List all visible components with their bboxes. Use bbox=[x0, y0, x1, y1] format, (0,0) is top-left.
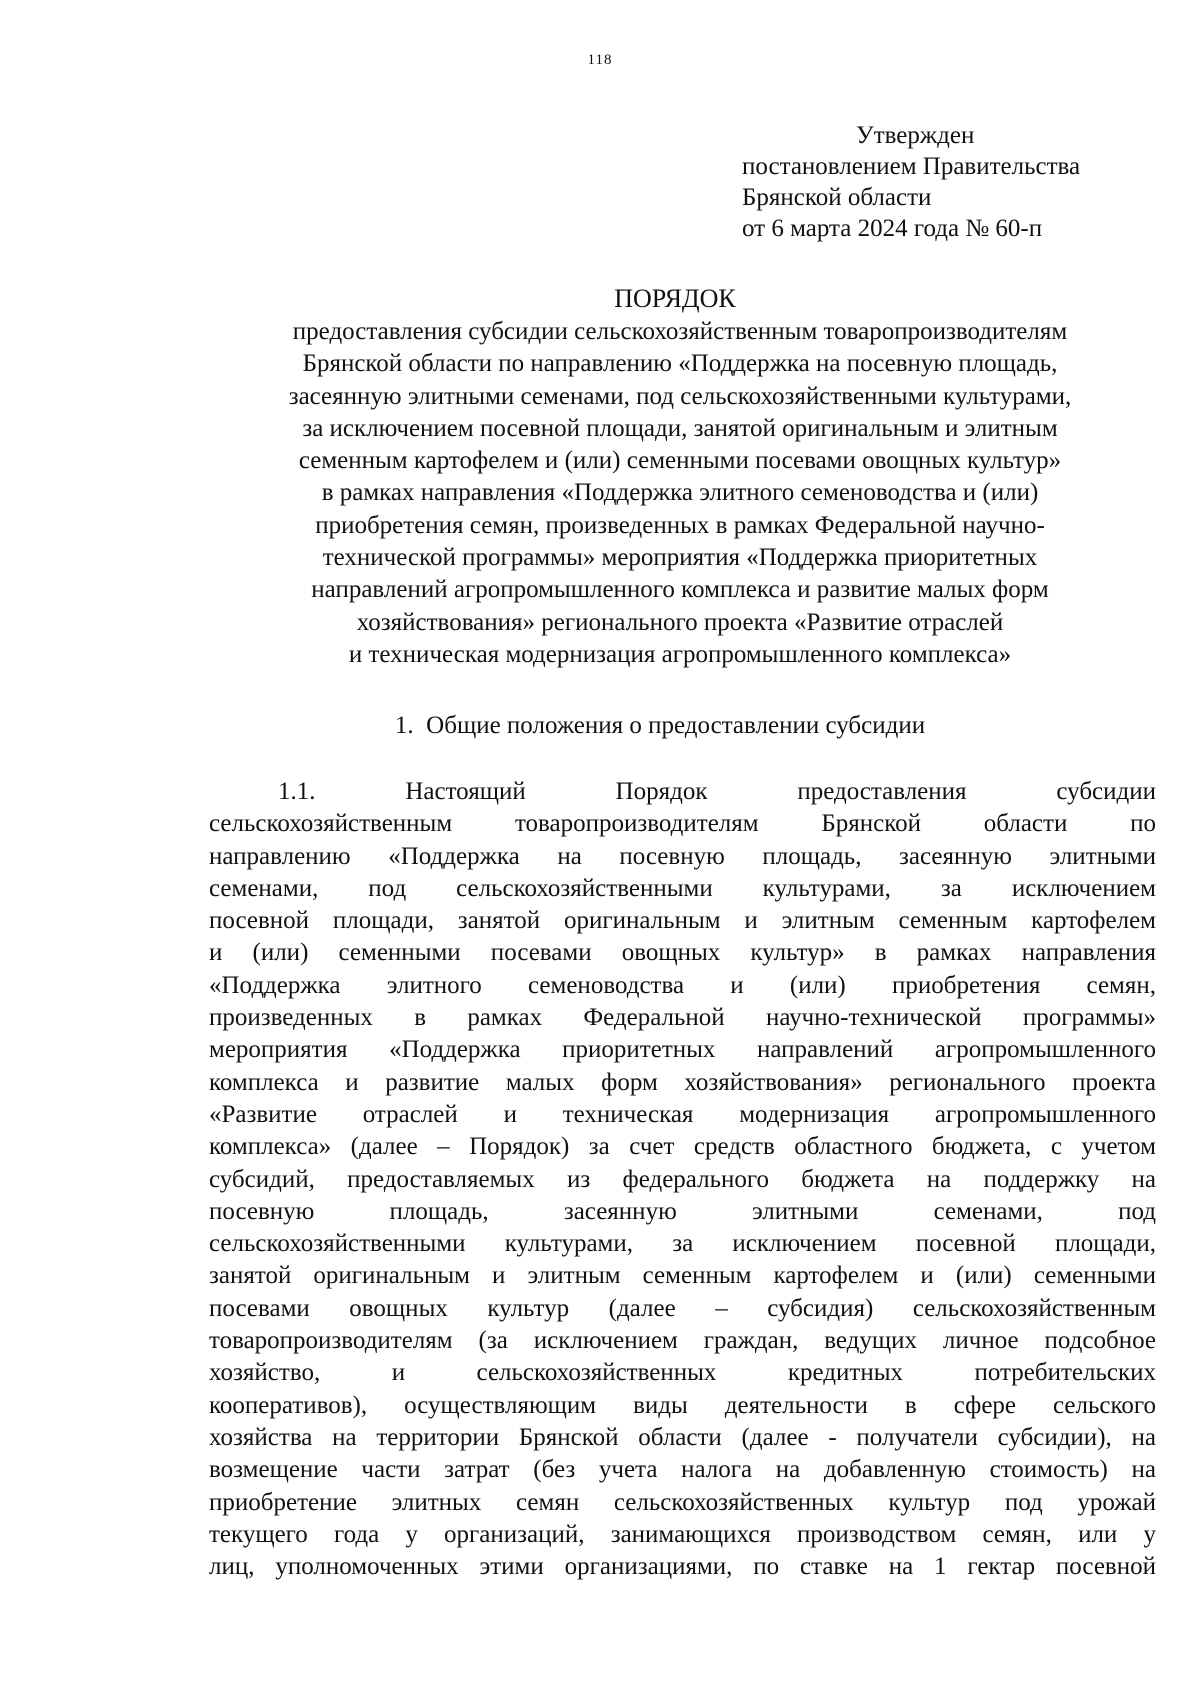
body-line: занятой оригинальным и элитным семенным картофелем и (или) семенными bbox=[209, 1262, 1156, 1290]
subtitle-line: засеянную элитными семенами, под сельскохозяйственными культурами, bbox=[288, 382, 1072, 410]
body-line: сельскохозяйственным товаропроизводителям Брянской области по bbox=[209, 810, 1156, 838]
subtitle-line: предоставления субсидии сельскохозяйственным товаропроизводителям bbox=[292, 318, 1068, 345]
body-line: произведенных в рамках Федеральной научно-технической программы» bbox=[209, 1004, 1156, 1032]
subtitle-line: технической программы» мероприятия «Поддержка приоритетных bbox=[322, 544, 1038, 572]
subtitle-line: в рамках направления «Поддержка элитного семеноводства и (или) bbox=[321, 479, 1039, 507]
body-line: и (или) семенными посевами овощных культур» в рамках направления bbox=[209, 939, 1156, 967]
body-line: направлению «Поддержка на посевную площадь, засеянную элитными bbox=[209, 842, 1156, 870]
subtitle-line: семенным картофелем и (или) семенными посевами овощных культур» bbox=[298, 447, 1062, 475]
subtitle-line: и техническая модернизация агропромышленного комплекса» bbox=[348, 640, 1012, 668]
body-line: «Развитие отраслей и техническая модернизация агропромышленного bbox=[209, 1100, 1156, 1128]
subtitle-line: хозяйствования» регионального проекта «Развитие отраслей bbox=[356, 608, 1004, 636]
body-line: комплекса и развитие малых форм хозяйствования» регионального проекта bbox=[209, 1068, 1156, 1096]
body-line: субсидий, предоставляемых из федерального бюджета на поддержку на bbox=[209, 1165, 1156, 1193]
approval-line: от 6 марта 2024 года № 60-п bbox=[742, 215, 1043, 242]
body-line: товаропроизводителям (за исключением граждан, ведущих личное подсобное bbox=[209, 1327, 1156, 1355]
subtitle-line: Брянской области по направлению «Поддержка на посевную площадь, bbox=[302, 350, 1058, 378]
body-line: 1.1. Настоящий Порядок предоставления субсидии bbox=[278, 778, 1156, 805]
body-line: лиц, уполномоченных этими организациями, по ставке на 1 гектар посевной bbox=[209, 1553, 1156, 1581]
approval-line: Брянской области bbox=[742, 184, 932, 211]
body-line: возмещение части затрат (без учета налога на добавленную стоимость) на bbox=[209, 1456, 1156, 1484]
body-line: посевами овощных культур (далее – субсидия) сельскохозяйственным bbox=[209, 1294, 1156, 1322]
page-number: 118 bbox=[587, 52, 613, 68]
body-line: хозяйство, и сельскохозяйственных кредитных потребительских bbox=[209, 1359, 1156, 1387]
approval-line: Утвержден bbox=[856, 122, 975, 149]
document-subtitle bbox=[200, 316, 1160, 671]
body-line: приобретение элитных семян сельскохозяйственных культур под урожай bbox=[209, 1488, 1156, 1516]
subtitle-line: направлений агропромышленного комплекса и развитие малых форм bbox=[311, 576, 1049, 604]
approval-block bbox=[742, 120, 1080, 244]
body-line: кооперативов), осуществляющим виды деятельности в сфере сельского bbox=[209, 1391, 1156, 1419]
document-title: ПОРЯДОК bbox=[614, 284, 736, 313]
body-line: хозяйства на территории Брянской области (далее - получатели субсидии), на bbox=[209, 1423, 1156, 1451]
approval-line: постановлением Правительства bbox=[742, 153, 1081, 180]
body-line: текущего года у организаций, занимающихся производством семян, или у bbox=[209, 1520, 1156, 1548]
body-line: семенами, под сельскохозяйственными культурами, за исключением bbox=[209, 874, 1156, 902]
body-line: сельскохозяйственными культурами, за исключением посевной площади, bbox=[209, 1230, 1156, 1258]
subtitle-line: приобретения семян, произведенных в рамках Федеральной научно- bbox=[315, 511, 1045, 539]
body-line: комплекса» (далее – Порядок) за счет средств областного бюджета, с учетом bbox=[209, 1133, 1156, 1161]
body-line: мероприятия «Поддержка приоритетных направлений агропромышленного bbox=[209, 1036, 1156, 1064]
body-paragraph bbox=[209, 776, 1156, 1583]
section-heading: 1. Общие положения о предоставлении субсидии bbox=[394, 712, 926, 739]
body-line: посевную площадь, засеянную элитными семенами, под bbox=[209, 1197, 1156, 1225]
subtitle-line: за исключением посевной площади, занятой оригинальным и элитным bbox=[302, 414, 1058, 442]
body-line: «Поддержка элитного семеноводства и (или) приобретения семян, bbox=[209, 971, 1156, 999]
body-line: посевной площади, занятой оригинальным и элитным семенным картофелем bbox=[209, 907, 1156, 935]
